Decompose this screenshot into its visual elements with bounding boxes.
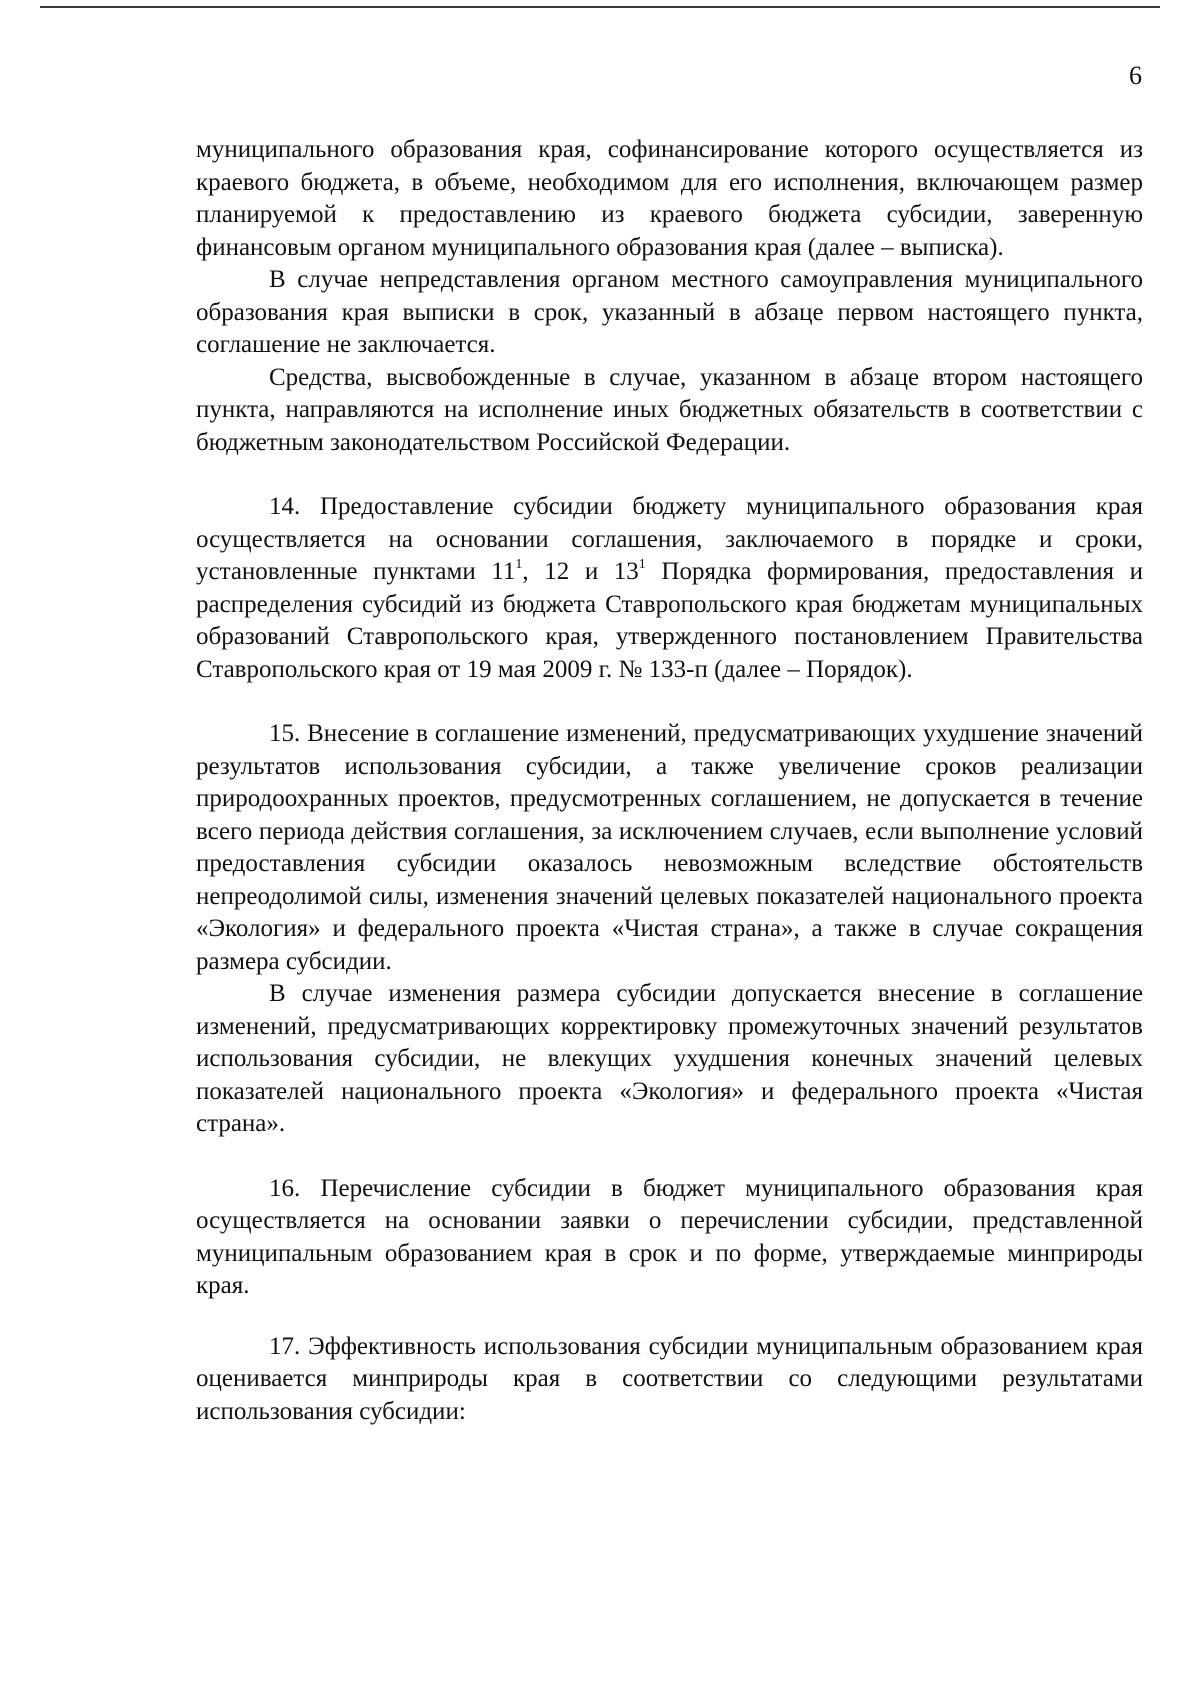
paragraph-continuation: муниципального образования края, софинансирование которого осуществляется из краевого бюджета, в объеме, необходимом для его исполнения, включающем размер планируемой к предоставлению из краевого бюджета субсидии, заверенную финансовым органом муниципального образования края (далее – выписка).	[196, 136, 1143, 261]
superscript-11: 1	[515, 557, 523, 572]
paragraph-14	[196, 491, 1143, 686]
top-edge-line	[40, 6, 1160, 8]
document-body	[196, 134, 1143, 1428]
paragraph-14-text-3: Порядка формирования, предоставления и распределения субсидий из бюджета Ставропольского края бюджетам муниципальных образований Ставропольского края, утвержденного постановлением Правительства Ставропольского края от 19 мая 2009 г. № 133-п (далее – Порядок).	[196, 558, 1144, 683]
superscript-13: 1	[638, 557, 646, 572]
paragraph-17: 17. Эффективность использования субсидии муниципальным образованием края оценивается минприроды края в соответствии со следующими результатами использования субсидии:	[196, 1332, 1143, 1425]
page-number: 6	[1129, 61, 1142, 90]
paragraph-subsidy-change: В случае изменения размера субсидии допускается внесение в соглашение изменений, предусматривающих корректировку промежуточных значений результатов использования субсидии, не влекущих ухудшения конечных значений целевых показателей национального проекта «Экология» и федерального проекта «Чистая страна».	[196, 980, 1143, 1137]
paragraph-16: 16. Перечисление субсидии в бюджет муниципального образования края осуществляется на основании заявки о перечислении субсидии, представленной муниципальным образованием края в срок и по форме, утверждаемые минприроды края.	[196, 1174, 1143, 1299]
paragraph-14-text-2: , 12 и 13	[522, 558, 639, 585]
paragraph-15: 15. Внесение в соглашение изменений, предусматривающих ухудшение значений результатов использования субсидии, а также увеличение сроков реализации природоохранных проектов, предусмотренных соглашением, не допускается в течение всего периода действия соглашения, за исключением случаев, если выполнение условий предоставления субсидии оказалось невозможным вследствие обстоятельств непреодолимой силы, изменения значений целевых показателей национального проекта «Экология» и федерального проекта «Чистая страна», а также в случае сокращения размера субсидии.	[196, 720, 1143, 975]
paragraph-14-text-1: 14. Предоставление субсидии бюджету муниципального образования края осуществляется на основании соглашения, заключаемого в порядке и сроки, установленные пунктами 11	[196, 493, 1143, 585]
paragraph-no-statement: В случае непредставления органом местного самоуправления муниципального образования края выписки в срок, указанный в абзаце первом настоящего пункта, соглашение не заключается.	[196, 266, 1143, 358]
paragraph-released-funds: Средства, высвобожденные в случае, указанном в абзаце втором настоящего пункта, направляются на исполнение иных бюджетных обязательств в соответствии с бюджетным законодательством Российской Федерации.	[196, 363, 1143, 456]
